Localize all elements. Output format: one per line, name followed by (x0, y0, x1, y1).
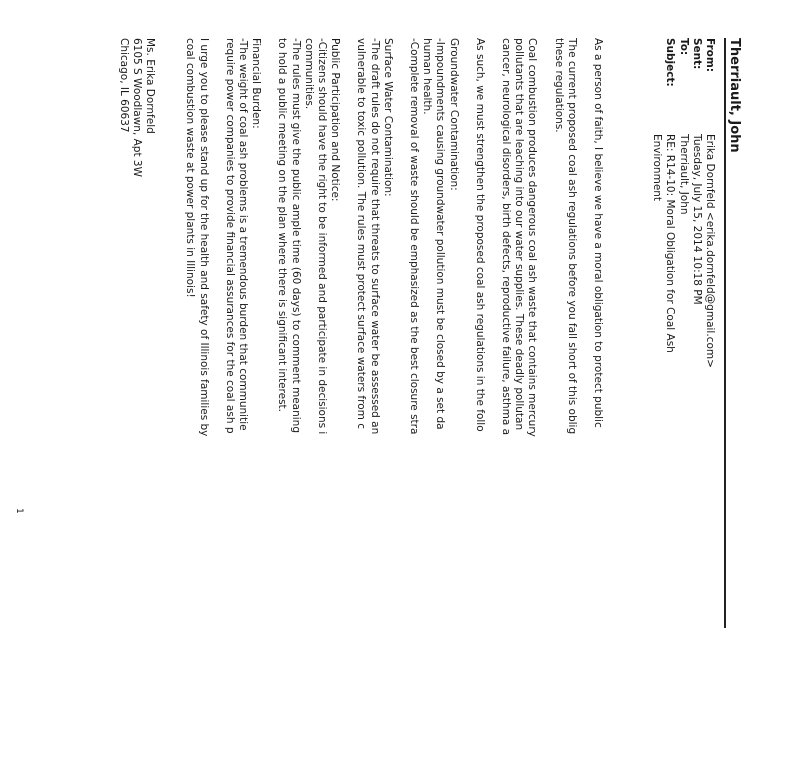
subject-value-line2: Environment (651, 134, 664, 202)
header-subject-row (663, 38, 676, 368)
email-header (650, 38, 716, 368)
body-line: Coal combustion produces dangerous coal ash waste that contains mercury (526, 38, 539, 437)
from-value: Erika Dornfeld <erika.dornfeld@gmail.com> (704, 134, 716, 368)
body-line: -The weight of coal ash problems is a tremendous burden that communitie (236, 38, 249, 431)
subject-value: RE: R14-10: Moral Obligation for Coal Ash (664, 134, 677, 353)
body-line: As such, we must strengthen the proposed coal ash regulations in the follo (473, 38, 486, 432)
paragraph-gap (460, 38, 473, 758)
sent-label: Sent: (690, 38, 703, 70)
body-line: communities. (302, 38, 315, 110)
body-line: The current proposed coal ash regulations before you fall short of this oblig (565, 38, 578, 435)
signature-street: 6105 S Woodlawn, Apt 3W (130, 38, 143, 177)
header-to-row (676, 38, 689, 368)
sent-value: Tuesday, July 15, 2014 10:18 PM (690, 134, 703, 305)
paragraph-gap (578, 38, 591, 758)
header-subject-row-2 (650, 38, 663, 368)
subject-label: Subject: (664, 38, 677, 87)
header-sent-row (690, 38, 703, 368)
page-number: 1 (14, 508, 24, 514)
body-line: -The draft rules do not require that threats to surface water be assessed an (368, 38, 381, 435)
body-line: vulnerable to toxic pollution. The rules must protect surface waters from c (355, 38, 368, 429)
body-line: these regulations. (552, 38, 565, 133)
signature-city: Chicago, IL 60637 (117, 38, 130, 133)
paragraph-gap (210, 38, 223, 758)
body-line: Groundwater Contamination: (447, 38, 460, 191)
body-line: I urge you to please stand up for the health and safety of Illinois families by (197, 38, 210, 437)
body-line: Surface Water Contamination: (381, 38, 394, 197)
body-line: to hold a public meeting on the plan where there is significant interest. (276, 38, 289, 413)
body-line: require power companies to provide financial assurances for the coal ash p (223, 38, 236, 434)
body-line: -Impoundments causing groundwater pollution must be closed by a set da (434, 38, 447, 430)
email-body (183, 38, 604, 758)
paragraph-gap (486, 38, 499, 758)
signature-block (116, 38, 156, 177)
to-label: To: (677, 38, 690, 56)
body-line: cancer, neurological disorders, birth defects, reproductive failure, asthma a (499, 38, 512, 436)
from-label: From: (704, 38, 716, 73)
to-value: Therriault, John (677, 134, 690, 215)
paragraph-gap (538, 38, 551, 758)
body-line: pollutants that are leaching into our water supplies. These deadly pollutan (513, 38, 526, 431)
body-line: -Citizens should have the right to be informed and participate in decisions i (315, 38, 328, 435)
document-title: Therriault, John (727, 38, 742, 153)
title-rule (724, 38, 726, 628)
signature-name: Ms. Erika Dornfeld (144, 38, 156, 134)
paragraph-gap (341, 38, 354, 758)
body-line: Financial Burden: (250, 38, 263, 129)
body-line: coal combustion waste at power plants in Illinois! (184, 38, 197, 298)
body-line: human health. (421, 38, 434, 115)
body-line: -Complete removal of waste should be emphasized as the best closure stra (407, 38, 420, 435)
header-from-row (703, 38, 716, 368)
body-line: -The rules must give the public ample time (60 days) to comment meaning (289, 38, 302, 433)
paragraph-gap (394, 38, 407, 758)
paragraph-gap (262, 38, 275, 758)
body-line: As a person of faith, I believe we have a moral obligation to protect public (592, 38, 604, 428)
body-line: Public Participation and Notice: (329, 38, 342, 202)
